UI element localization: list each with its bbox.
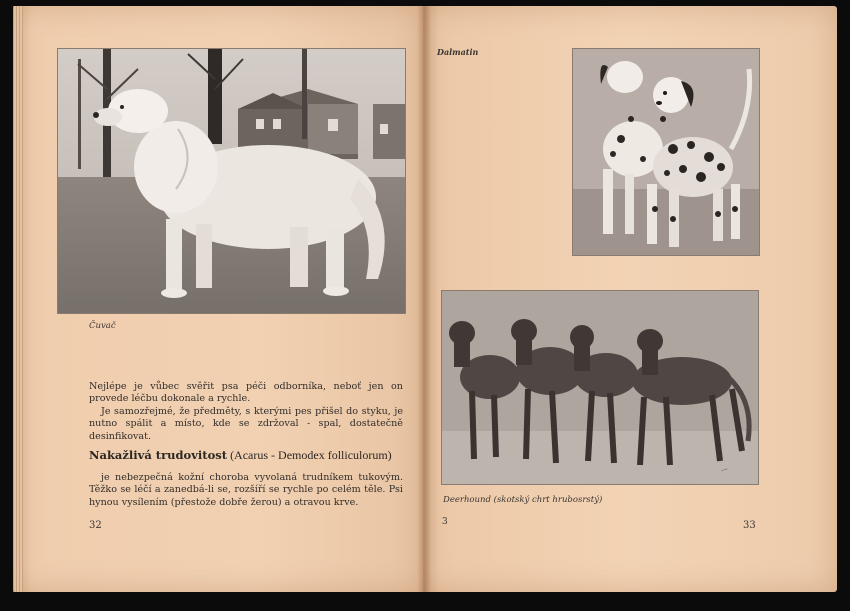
page-edges <box>13 6 23 592</box>
photo-cuvac <box>57 48 406 314</box>
paragraph-3: je nebezpečná kožní choroba vyvolaná trudníkem tukovým. Těžko se léčí a zanedbá-li se, rozšíří se rychle po celém těle. Psi hynou vysílením (přestože dobře žerou) a otravou krve. <box>89 472 403 508</box>
paragraph-treatment <box>89 381 403 443</box>
section-heading <box>89 448 392 463</box>
caption-cuvac: Čuvač <box>89 321 116 331</box>
signature-mark: 3 <box>442 517 448 527</box>
caption-deerhound: Deerhound (skotský chrt hrubosrstý) <box>443 495 603 505</box>
page-number-right: 33 <box>743 520 756 531</box>
photographer-mark: ⁓ <box>719 464 730 475</box>
paragraph-1: Nejlépe je vůbec svěřit psa péči odborníka, neboť jen on provede léčbu dokonale a rychle. <box>89 381 403 405</box>
heading-latin: (Acarus - Demodex folliculorum) <box>230 448 392 462</box>
caption-dalmatin: Dalmatin <box>437 47 479 57</box>
cuvac-photo-illustration <box>58 49 405 313</box>
dalmatin-photo-illustration <box>573 49 759 255</box>
paragraph-disease <box>89 472 403 509</box>
book-gutter <box>417 6 431 592</box>
paragraph-2: Je samozřejmé, že předměty, s kterými pes přišel do styku, je nutno spálit a místo, kde se zdržoval - spal, dostatečně desinfikovat. <box>89 405 403 442</box>
heading-bold: Nakažlivá trudovitost <box>89 448 228 462</box>
deerhound-photo-illustration <box>442 291 758 484</box>
photo-deerhound <box>441 290 759 485</box>
page-number-left: 32 <box>89 520 102 531</box>
photo-dalmatin <box>572 48 760 256</box>
